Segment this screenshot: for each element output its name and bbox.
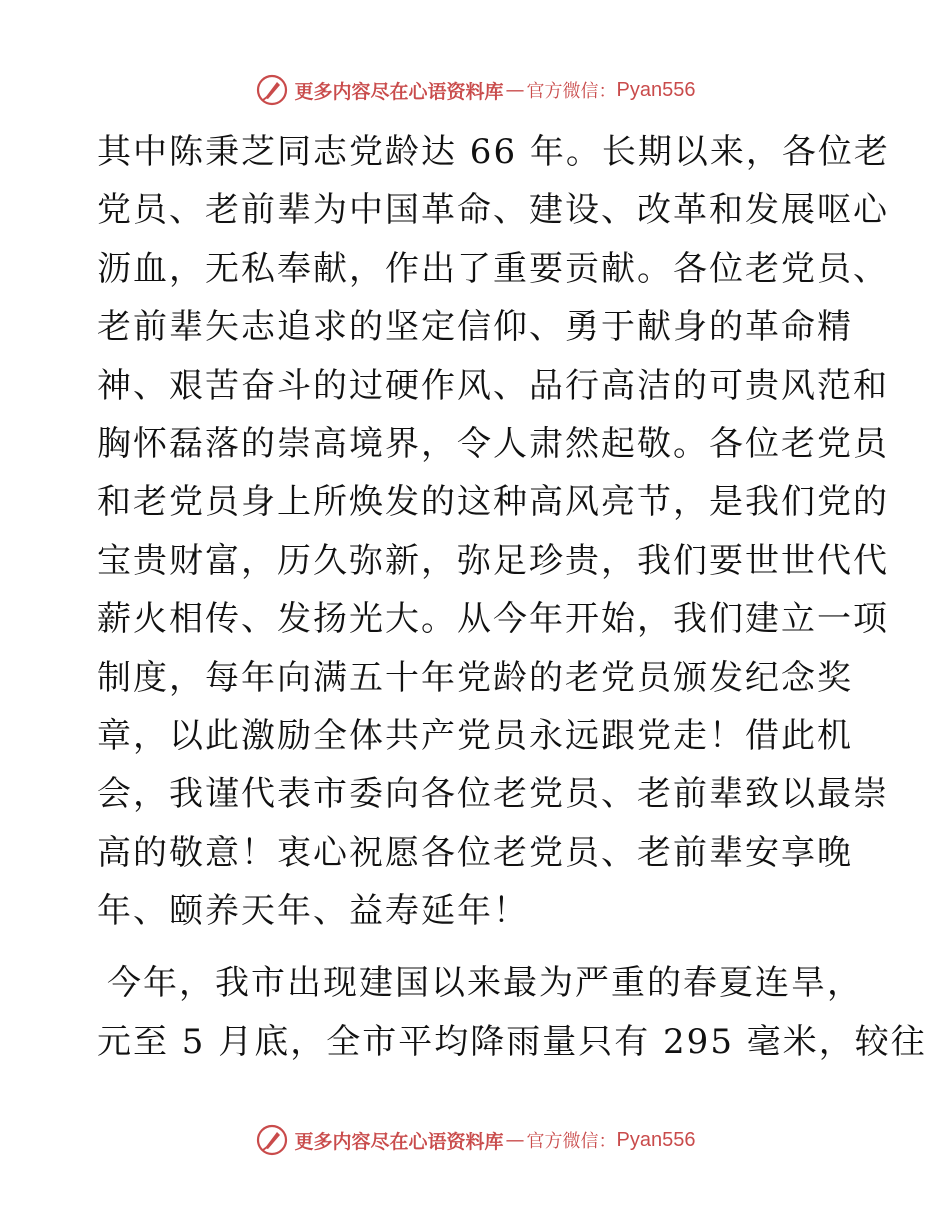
quill-circle-icon <box>255 73 289 107</box>
text-line: 胸怀磊落的崇高境界，令人肃然起敬。各位老党员 <box>97 423 889 464</box>
watermark-separator: — <box>505 1129 525 1151</box>
watermark-wechat-label: 官方微信： <box>526 1131 617 1152</box>
text-line: 和老党员身上所焕发的这种高风亮节，是我们党的 <box>97 482 889 523</box>
text-line: 其中陈秉芝同志党龄达 66 年。长期以来，各位老 <box>97 132 890 172</box>
text-line: 今年，我市出现建国以来最为严重的春夏连旱， <box>107 963 863 1004</box>
text-line: 年、颐养天年、益寿延年！ <box>97 891 529 932</box>
text-line: 党员、老前辈为中国革命、建设、改革和发展呕心 <box>97 190 889 231</box>
watermark-site-name: 更多内容尽在心语资料库 <box>294 1130 504 1153</box>
text-line: 高的敬意！衷心祝愿各位老党员、老前辈安享晚 <box>97 832 853 873</box>
text-line: 制度，每年向满五十年党龄的老党员颁发纪念奖 <box>97 657 853 698</box>
footer-watermark <box>0 1120 950 1160</box>
watermark-wechat-id: Pyan556 <box>616 78 696 101</box>
text-line: 宝贵财富，历久弥新，弥足珍贵，我们要世世代代 <box>97 540 889 581</box>
paragraph-1 <box>97 123 890 940</box>
text-line: 沥血，无私奉献，作出了重要贡献。各位老党员、 <box>97 248 889 289</box>
text-line: 元至 5 月底，全市平均降雨量只有 295 毫米，较往 <box>97 1021 927 1062</box>
text-line: 薪火相传、发扬光大。从今年开始，我们建立一项 <box>97 599 889 640</box>
document-body <box>97 123 927 1071</box>
watermark-separator: — <box>505 79 525 101</box>
watermark-wechat-id: Pyan556 <box>616 1128 696 1151</box>
watermark-site-name: 更多内容尽在心语资料库 <box>294 80 504 103</box>
paragraph-spacer <box>97 940 857 954</box>
paragraph-2 <box>97 954 927 1071</box>
text-line: 会，我谨代表市委向各位老党员、老前辈致以最崇 <box>97 774 889 815</box>
text-line: 章，以此激励全体共产党员永远跟党走！借此机 <box>97 715 853 756</box>
quill-circle-icon <box>255 1123 289 1157</box>
watermark-wechat-label: 官方微信： <box>526 81 617 102</box>
text-line: 老前辈矢志追求的坚定信仰、勇于献身的革命精 <box>97 307 853 348</box>
text-line: 神、艰苦奋斗的过硬作风、品行高洁的可贵风范和 <box>97 365 889 406</box>
header-watermark <box>0 70 950 110</box>
